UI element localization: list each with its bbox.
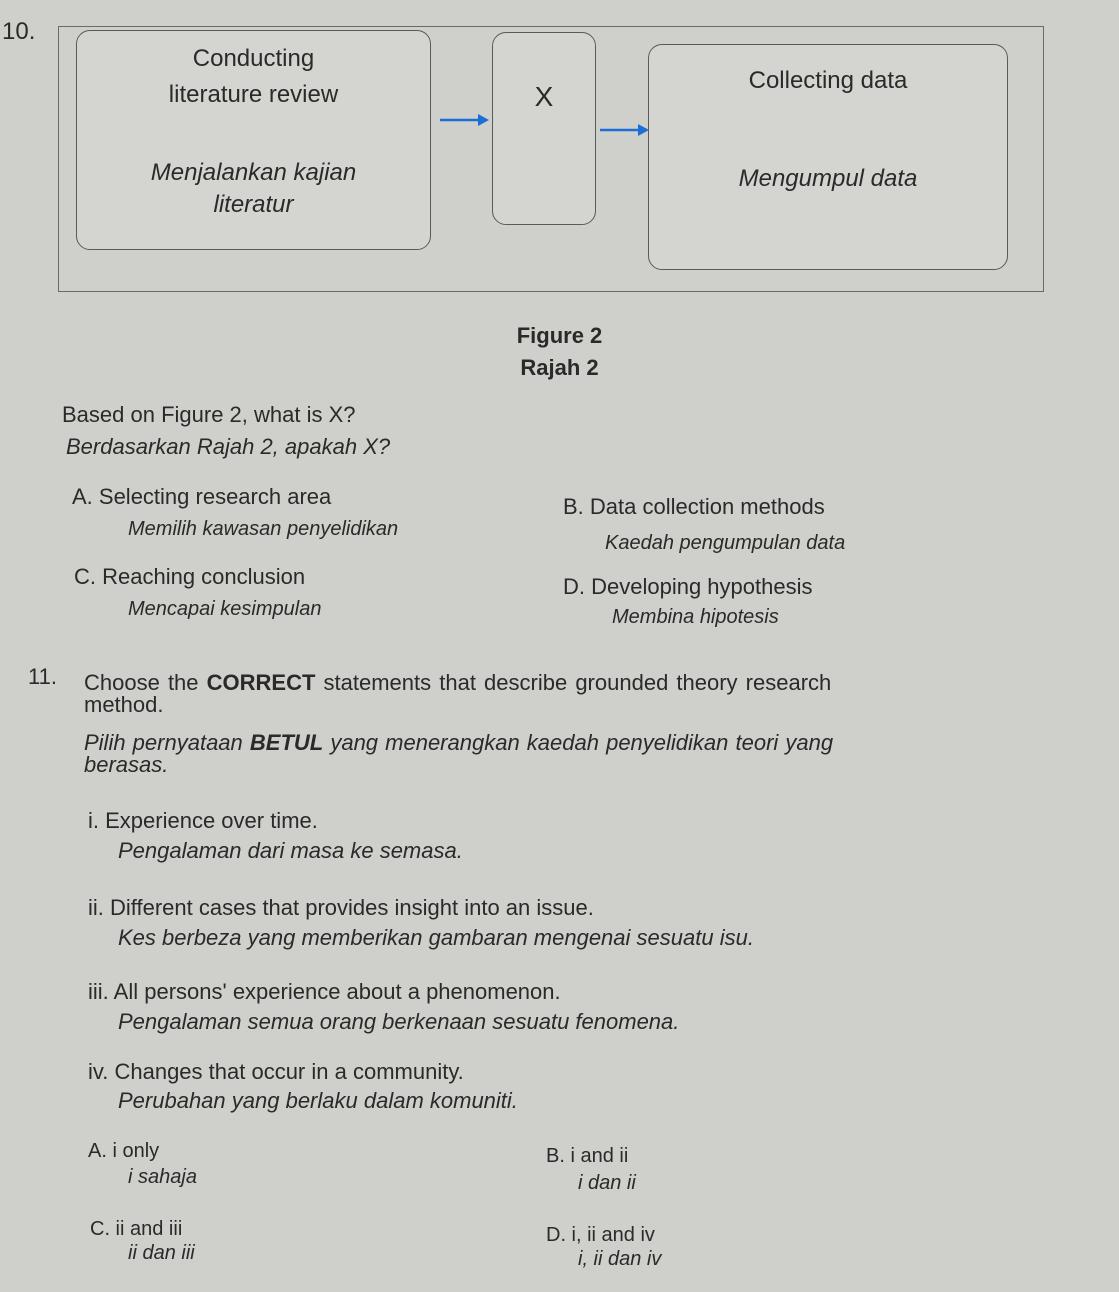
q10-option-c-ms: Mencapai kesimpulan (128, 598, 322, 620)
q10-option-b-ms: Kaedah pengumpulan data (605, 532, 846, 554)
box2-label-x: X (534, 81, 554, 112)
box1-ms-line1: Menjalankan kajian (150, 159, 357, 186)
q11-statement-i: i. Experience over time. (88, 808, 318, 833)
q11-option-b: B. i and ii (546, 1145, 629, 1167)
box1-en-line2: literature review (168, 81, 339, 108)
emphasis-correct: CORRECT (206, 670, 316, 695)
q10-option-d: D. Developing hypothesis (563, 574, 813, 599)
q10-option-a: A. Selecting research area (72, 484, 332, 509)
box3-en: Collecting data (748, 67, 908, 94)
q11-statement-ii-ms: Kes berbeza yang memberikan gambaran mengenai sesuatu isu. (118, 925, 754, 950)
q11-option-b-ms: i dan ii (578, 1172, 636, 1194)
box3-ms: Mengumpul data (738, 165, 918, 192)
arrow-right-icon (440, 113, 490, 127)
q11-option-a: A. i only (88, 1140, 160, 1162)
q11-statement-iii-ms: Pengalaman semua orang berkenaan sesuatu fenomena. (118, 1009, 680, 1034)
box1-en-line1: Conducting (192, 45, 315, 72)
q10-option-c: C. Reaching conclusion (74, 564, 306, 589)
q10-option-d-ms: Membina hipotesis (612, 606, 779, 628)
q10-option-b: B. Data collection methods (563, 494, 825, 519)
q11-statement-i-ms: Pengalaman dari masa ke semasa. (118, 838, 463, 863)
q10-question-en: Based on Figure 2, what is X? (62, 402, 356, 427)
question-11-number: 11. (28, 664, 57, 689)
box1-ms-line2: literatur (213, 191, 294, 218)
q11-statement-iv-ms: Perubahan yang berlaku dalam komuniti. (118, 1088, 518, 1113)
flow-box-x (492, 32, 596, 225)
q11-option-c-ms: ii dan iii (128, 1242, 195, 1264)
flow-box-literature-review (76, 30, 431, 250)
q11-question-ms-line1: Pilih pernyataan BETUL yang menerangkan kaedah penyelidikan teori yang (84, 730, 834, 755)
flow-box-collecting-data (648, 44, 1008, 270)
q11-option-d-ms: i, ii dan iv (578, 1248, 662, 1270)
q11-question-en-line2: method. (84, 692, 164, 717)
q11-question-en-line1: Choose the CORRECT statements that describe grounded theory research (84, 670, 832, 695)
q11-statement-ii: ii. Different cases that provides insight into an issue. (88, 895, 594, 920)
emphasis-betul: BETUL (249, 730, 324, 755)
q11-statement-iii: iii. All persons' experience about a phenomenon. (88, 979, 561, 1004)
q11-option-d: D. i, ii and iv (546, 1224, 655, 1246)
q11-option-c: C. ii and iii (90, 1218, 183, 1240)
figure-caption-ms: Rajah 2 (520, 355, 599, 380)
q11-option-a-ms: i sahaja (128, 1166, 197, 1188)
figure-caption-en: Figure 2 (516, 323, 603, 348)
q10-question-ms: Berdasarkan Rajah 2, apakah X? (66, 434, 391, 459)
q10-option-a-ms: Memilih kawasan penyelidikan (128, 518, 399, 540)
q11-question-ms-line2: berasas. (84, 752, 169, 777)
arrow-right-icon (600, 123, 650, 137)
q11-statement-iv: iv. Changes that occur in a community. (88, 1059, 464, 1084)
question-10-number: 10. (2, 18, 36, 45)
